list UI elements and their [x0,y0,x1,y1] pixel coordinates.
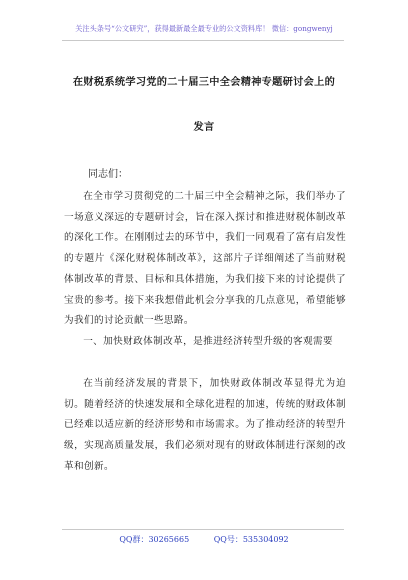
footer-qq-number: QQ号：535304092 [213,535,289,544]
body-paragraph-section-1: 在当前经济发展的背景下，加快财政体制改革显得尤为迫切。随着经济的快速发展和全球化进程的加速，传统的财政体制已经难以适应新的经济形势和市场需求。为了推动经济的转型升级，实现高质量发展，我们必须对现有的财政体制进行深刻的改革和创新。 [64,378,346,472]
document-title-line-2: 发言 [193,122,215,133]
header-banner: 关注头条号“公文研究”，获得最新最全最专业的公文资料库！ 微信：gongwenyj [75,24,333,33]
footer-qq-group: QQ群：30265665 [119,535,190,544]
header-divider [62,40,344,41]
footer-contact [0,534,408,545]
body-paragraph-intro: 在全市学习贯彻党的二十届三中全会精神之际，我们举办了一场意义深远的专题研讨会，旨在深入探讨和推进财税体制改革的深化工作。在刚刚过去的环节中，我们一同观看了富有启发性的专题片《深化财税体制改革》，这部片子详细阐述了当前财税体制改革的背景、目标和具体措施，为我们接下来的讨论提供了宝贵的参考。接下来我想借此机会分享我的几点意见，希望能够为我们的讨论贡献一些思路。 [64,191,346,327]
salutation: 同志们： [88,169,128,180]
document-title-line-1: 在财税系统学习党的二十届三中全会精神专题研讨会上的 [72,77,336,88]
footer-divider [62,529,344,530]
section-heading-1: 一、加快财政体制改革，是推进经济转型升级的客观需要 [83,336,334,347]
